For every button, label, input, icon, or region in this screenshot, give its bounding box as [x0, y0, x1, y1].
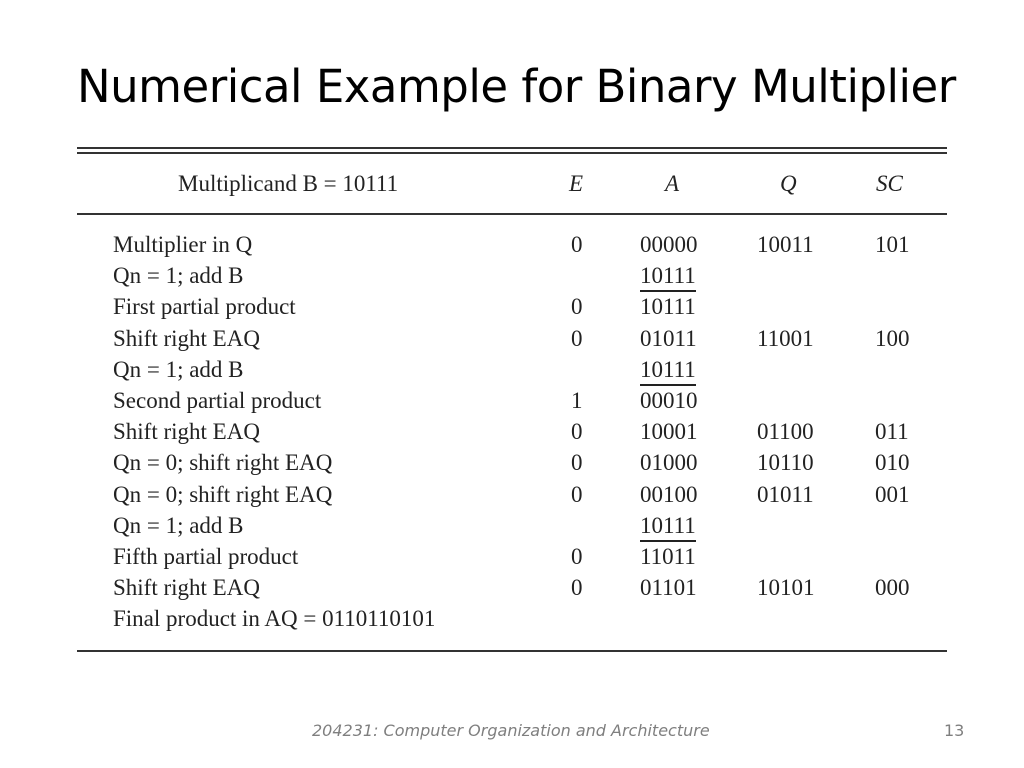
cell-a: 01101: [640, 575, 697, 601]
cell-e: 0: [571, 575, 583, 601]
table-row: [77, 450, 947, 481]
cell-label: Qn = 0; shift right EAQ: [113, 481, 333, 507]
table-row: [77, 544, 947, 575]
cell-a: 10111: [640, 263, 696, 292]
cell-a: 10111: [640, 357, 696, 386]
header-e: E: [569, 171, 584, 196]
table-row: [77, 232, 947, 263]
cell-e: 0: [571, 232, 583, 257]
cell-label: Qn = 1; add B: [113, 512, 244, 538]
cell-label: Final product in AQ = 0110110101: [113, 606, 436, 632]
cell-sc: 000: [875, 575, 910, 601]
cell-label: Shift right EAQ: [113, 575, 260, 601]
cell-q: 01100: [757, 419, 814, 445]
cell-q: 10110: [757, 450, 814, 476]
cell-e: 0: [571, 325, 583, 351]
cell-q: 10101: [757, 575, 815, 601]
header-q: Q: [780, 171, 797, 196]
cell-a: 01000: [640, 450, 698, 476]
cell-sc: 100: [875, 325, 910, 351]
table-row: [77, 482, 947, 513]
cell-label: Qn = 0; shift right EAQ: [113, 450, 333, 476]
cell-e: 0: [571, 481, 583, 507]
cell-a: 10111: [640, 294, 696, 320]
cell-label: Shift right EAQ: [113, 325, 260, 351]
cell-sc: 101: [875, 232, 910, 257]
table-row: [77, 263, 947, 294]
table-row: [77, 606, 947, 637]
cell-q: 11001: [757, 325, 814, 351]
cell-label: Multiplier in Q: [113, 232, 253, 257]
cell-a: 10001: [640, 419, 698, 445]
table-row: [77, 513, 947, 544]
cell-a: 00010: [640, 388, 698, 413]
cell-e: 0: [571, 450, 583, 476]
header-a: A: [665, 171, 680, 196]
table-top-rule-double: [77, 152, 947, 154]
slide-title: Numerical Example for Binary Multiplier: [77, 60, 956, 113]
cell-label: Qn = 1; add B: [113, 356, 244, 382]
cell-label: Qn = 1; add B: [113, 263, 244, 289]
table-row: [77, 326, 947, 357]
table-bottom-rule: [77, 650, 947, 652]
header-multiplicand: Multiplicand B = 10111: [178, 171, 399, 196]
page-number: 13: [944, 721, 965, 740]
cell-sc: 001: [875, 481, 910, 507]
cell-label: Shift right EAQ: [113, 419, 260, 445]
cell-a: 00100: [640, 481, 698, 507]
header-sc: SC: [876, 171, 903, 196]
cell-a: 01011: [640, 325, 697, 351]
cell-sc: 010: [875, 450, 910, 476]
table-top-rule: [77, 147, 947, 149]
table-row: [77, 388, 947, 419]
cell-sc: 011: [875, 419, 909, 445]
table-row: [77, 294, 947, 325]
header-rule: [77, 213, 947, 215]
cell-label: Second partial product: [113, 388, 322, 413]
cell-a: 00000: [640, 232, 698, 257]
cell-label: Fifth partial product: [113, 544, 299, 569]
cell-q: 01011: [757, 481, 814, 507]
cell-q: 10011: [757, 232, 814, 257]
cell-e: 0: [571, 294, 583, 320]
cell-e: 0: [571, 419, 583, 445]
cell-e: 0: [571, 544, 583, 569]
table-row: [77, 357, 947, 388]
cell-label: First partial product: [113, 294, 296, 320]
table-row: [77, 575, 947, 606]
cell-e: 1: [571, 388, 583, 413]
footer-course: 204231: Computer Organization and Architecture: [312, 721, 710, 740]
cell-a: 11011: [640, 544, 696, 569]
table-row: [77, 419, 947, 450]
cell-a: 10111: [640, 513, 696, 542]
